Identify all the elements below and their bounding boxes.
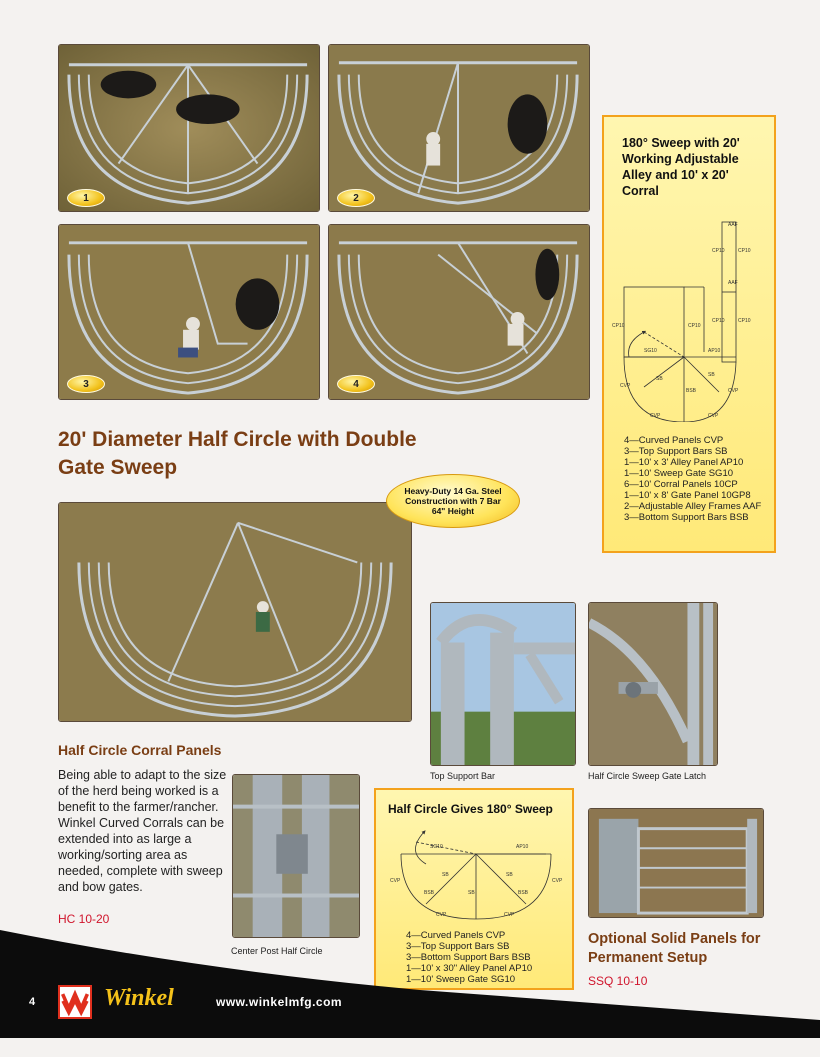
svg-text:CP10: CP10	[688, 323, 701, 329]
diagram-legend: 4—Curved Panels CVP 3—Top Support Bars SB 1—10' x 3' Alley Panel AP10 1—10' Sweep Gate SG10 6—10' Corral Panels 10CP 1—10' x 8' Gate Panel 10GP8 2—Adjustable Alley Frames AAF 3—Bottom Support Bars BSB	[624, 435, 762, 523]
brand-name: Winkel	[104, 985, 174, 1011]
step-badge: 4	[337, 375, 375, 393]
svg-text:CP10: CP10	[738, 248, 751, 254]
solid-panels-heading: Optional Solid Panels for Permanent Setup	[588, 931, 761, 966]
photo-solid-panels	[588, 808, 764, 918]
svg-text:AAF: AAF	[728, 222, 738, 228]
svg-text:SG10: SG10	[644, 348, 657, 354]
website-url[interactable]: www.winkelmfg.com	[216, 995, 343, 1009]
half-circle-diagram	[386, 824, 566, 924]
svg-text:CVP: CVP	[708, 413, 719, 419]
photo-center-post	[232, 774, 360, 938]
corral-layout-diagram	[604, 212, 774, 422]
svg-text:BSB: BSB	[686, 388, 697, 394]
svg-text:AAF: AAF	[728, 280, 738, 286]
page-title: 20' Diameter Half Circle with Double Gate Sweep	[58, 428, 417, 479]
svg-text:AP10: AP10	[516, 844, 529, 850]
svg-text:CVP: CVP	[552, 878, 563, 884]
half-circle-code: HC 10-20	[58, 912, 110, 926]
svg-text:CP10: CP10	[612, 323, 625, 329]
photo-top-support-bar	[430, 602, 576, 766]
svg-text:AP10: AP10	[708, 348, 721, 354]
svg-text:SB: SB	[468, 890, 475, 896]
photo-sweep-gate-latch	[588, 602, 718, 766]
diagram-title: Half Circle Gives 180° Sweep	[388, 802, 553, 816]
svg-text:CVP: CVP	[728, 388, 739, 394]
svg-text:CVP: CVP	[436, 912, 447, 918]
step-badge: 3	[67, 375, 105, 393]
svg-text:SB: SB	[506, 872, 513, 878]
winkel-logo-icon	[58, 985, 92, 1019]
photo-step-3	[58, 224, 320, 400]
page-number: 4	[29, 996, 36, 1008]
svg-text:CVP: CVP	[390, 878, 401, 884]
step-badge: 2	[337, 189, 375, 207]
steel-callout-badge: Heavy-Duty 14 Ga. Steel Construction with 7 Bar 64" Height	[386, 474, 520, 528]
svg-text:SB: SB	[656, 376, 663, 382]
svg-text:CP10: CP10	[712, 318, 725, 324]
svg-text:CVP: CVP	[620, 383, 631, 389]
svg-text:BSB: BSB	[424, 890, 435, 896]
half-circle-description: Being able to adapt to the size of the herd being worked is a benefit to the farmer/rancher. Winkel Curved Corrals can be extended into as large a working/sorting area as needed, complete with sweep and bow gates.	[58, 768, 227, 894]
svg-text:BSB: BSB	[518, 890, 529, 896]
caption-center-post: Center Post Half Circle	[231, 946, 323, 956]
diagram-title: 180° Sweep with 20' Working Adjustable Alley and 10' x 20' Corral	[622, 136, 740, 198]
svg-text:SB: SB	[708, 372, 715, 378]
svg-text:SB: SB	[442, 872, 449, 878]
caption-sweep-latch: Half Circle Sweep Gate Latch	[588, 771, 707, 781]
svg-text:SG10: SG10	[430, 844, 443, 850]
svg-text:CVP: CVP	[650, 413, 661, 419]
photo-step-2	[328, 44, 590, 212]
caption-top-support: Top Support Bar	[430, 771, 496, 781]
svg-text:CP10: CP10	[738, 318, 751, 324]
half-circle-heading: Half Circle Corral Panels	[58, 742, 222, 758]
svg-text:CVP: CVP	[504, 912, 515, 918]
photo-double-gate-sweep	[58, 502, 412, 722]
photo-step-1	[58, 44, 320, 212]
photo-step-4	[328, 224, 590, 400]
svg-text:CP10: CP10	[712, 248, 725, 254]
step-badge: 1	[67, 189, 105, 207]
solid-panels-code: SSQ 10-10	[588, 974, 648, 988]
sweep-diagram-adjustable-alley	[602, 115, 776, 553]
diagram-legend: 4—Curved Panels CVP 3—Top Support Bars SB 3—Bottom Support Bars BSB 1—10' x 30" Alley Panel AP10 1—10' Sweep Gate SG10	[406, 930, 533, 985]
